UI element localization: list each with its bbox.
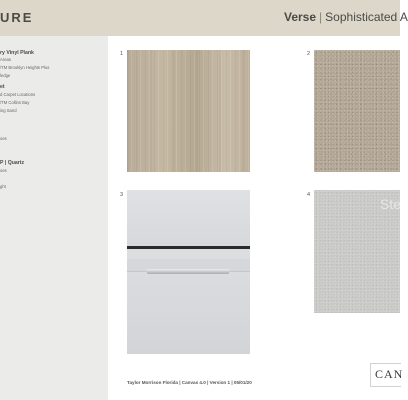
swatch-number: 4 <box>307 192 311 198</box>
collection-name: Verse <box>284 10 317 24</box>
cabinet-handle <box>147 269 229 274</box>
sidebar-text: d Carpet Locations <box>0 92 36 97</box>
sidebar-text: oes <box>0 136 7 141</box>
header-bar <box>0 0 408 36</box>
swatch-number: 1 <box>120 51 124 57</box>
quartz-swatch <box>314 190 400 313</box>
carpet-swatch <box>314 50 400 172</box>
sidebar-text: oes <box>0 168 7 173</box>
sidebar-heading-countertop: P | Quartz <box>0 160 25 166</box>
collection-subtitle: Sophisticated A <box>325 10 408 24</box>
swatch-number: 3 <box>120 192 124 198</box>
watermark: Ste <box>380 196 402 212</box>
swatch-number: 2 <box>307 51 311 57</box>
sidebar-text: /TM Brooklyn Heights Plus <box>0 65 50 70</box>
sidebar-text: ledge <box>0 73 11 78</box>
collection-title <box>284 10 408 24</box>
sidebar-text: Areas <box>0 57 11 62</box>
sidebar-panel <box>0 36 108 400</box>
sidebar-text: /TM Collins Bay <box>0 100 30 105</box>
cabinet-swatch <box>127 190 250 354</box>
cabinet-upper-panel <box>127 190 250 246</box>
footer-text: Taylor Morrison Florida | Canvas 4.0 | Version 1 | 05/01/20 <box>127 380 252 385</box>
logo-text: CAN <box>375 367 404 381</box>
wood-plank-swatch <box>127 50 250 172</box>
sidebar-text: ing Sand <box>0 108 17 113</box>
sidebar-heading-carpet: et <box>0 84 5 90</box>
sidebar-text: ght <box>0 184 6 189</box>
cabinet-door <box>127 249 250 354</box>
brand-title: URE <box>0 10 34 25</box>
logo <box>370 363 404 387</box>
title-separator: | <box>319 10 323 24</box>
sidebar-heading-flooring: ry Vinyl Plank <box>0 50 34 56</box>
